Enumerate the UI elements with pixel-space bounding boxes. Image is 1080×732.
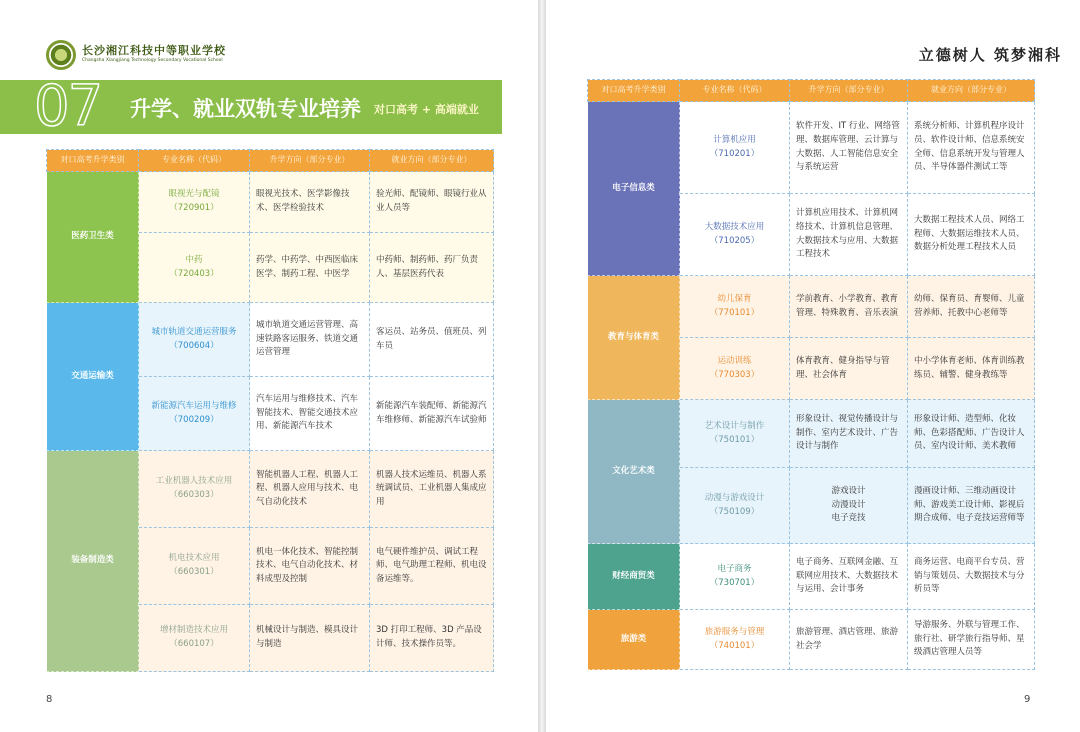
major-name: 电子商务 bbox=[717, 563, 752, 574]
left-major-table bbox=[46, 149, 494, 672]
major-cell bbox=[680, 338, 790, 400]
table-row bbox=[47, 172, 494, 233]
major-code: （720901） bbox=[169, 203, 219, 213]
category-cell: 财经商贸类 bbox=[588, 544, 680, 610]
major-name: 动漫与游戏设计 bbox=[704, 492, 765, 503]
study-cell: 软件开发、IT 行业、网络管理、数据库管理、云计算与大数据、人工智能信息安全与系统运营 bbox=[790, 102, 908, 194]
header-category: 对口高考升学类别 bbox=[588, 80, 680, 102]
major-name: 幼儿保育 bbox=[717, 293, 752, 304]
major-name: 新能源汽车运用与维修 bbox=[151, 400, 237, 411]
study-cell: 药学、中药学、中西医临床医学、制药工程、中医学 bbox=[250, 233, 370, 303]
major-name: 增材制造技术应用 bbox=[159, 625, 228, 636]
major-cell bbox=[680, 194, 790, 276]
job-cell: 幼师、保育员、育婴师、儿童营养师、托教中心老师等 bbox=[908, 276, 1035, 338]
major-code: （730701） bbox=[709, 577, 760, 588]
major-cell bbox=[680, 468, 790, 544]
major-name: 大数据技术应用 bbox=[704, 221, 765, 232]
major-cell bbox=[139, 377, 250, 451]
section-banner bbox=[24, 74, 502, 139]
job-cell: 商务运营、电商平台专员、营销与策划员、大数据技术与分析员等 bbox=[908, 544, 1035, 610]
header-job: 就业方向（部分专业） bbox=[370, 150, 494, 172]
study-cell: 智能机器人工程、机器人工程、机器人应用与技术、电气自动化技术 bbox=[250, 451, 370, 528]
table-header-row bbox=[588, 80, 1035, 102]
major-name: 运动训练 bbox=[717, 355, 752, 366]
job-cell: 机器人技术运维员、机器人系统调试员、工业机器人集成应用 bbox=[370, 451, 494, 528]
study-cell: 旅游管理、酒店管理、旅游社会学 bbox=[790, 610, 908, 670]
study-cell: 机械设计与制造、模具设计与制造 bbox=[250, 605, 370, 672]
major-cell bbox=[139, 303, 250, 377]
page-number-left: 8 bbox=[46, 694, 53, 705]
study-cell: 电子商务、互联网金融、互联网应用技术、大数据技术与运用、会计事务 bbox=[790, 544, 908, 610]
major-cell bbox=[139, 451, 250, 528]
section-number: 07 bbox=[34, 74, 102, 139]
category-cell: 教育与体育类 bbox=[588, 276, 680, 400]
header-major: 专业名称（代码） bbox=[680, 80, 790, 102]
major-code: （740101） bbox=[709, 640, 760, 651]
major-code: （770303） bbox=[709, 369, 760, 380]
major-cell bbox=[680, 400, 790, 468]
major-name: 艺术设计与制作 bbox=[704, 420, 765, 431]
major-code: （750101） bbox=[709, 434, 760, 445]
table-row bbox=[47, 303, 494, 377]
study-cell: 学前教育、小学教育、教育管理、特殊教育、音乐表演 bbox=[790, 276, 908, 338]
job-cell: 中药师、制药师、药厂负责人、基层医药代表 bbox=[370, 233, 494, 303]
major-code: （660301） bbox=[169, 567, 219, 577]
study-cell: 眼视光技术、医学影像技术、医学检验技术 bbox=[250, 172, 370, 233]
job-cell: 3D 打印工程师、3D 产品设计师、技术操作员等。 bbox=[370, 605, 494, 672]
header-job: 就业方向（部分专业） bbox=[908, 80, 1035, 102]
major-cell bbox=[680, 102, 790, 194]
major-code: （720403） bbox=[169, 268, 219, 279]
table-row bbox=[588, 400, 1035, 468]
job-cell: 验光师、配镜师、眼镜行业从业人员等 bbox=[370, 172, 494, 233]
job-cell: 中小学体育老师、体育训练教练员、辅警、健身教练等 bbox=[908, 338, 1035, 400]
category-cell: 交通运输类 bbox=[47, 303, 139, 451]
table-row bbox=[588, 102, 1035, 194]
major-cell bbox=[680, 276, 790, 338]
major-name: 中药 bbox=[185, 254, 203, 265]
major-code: （660107） bbox=[169, 639, 219, 649]
major-code: （700209） bbox=[169, 414, 219, 425]
page-number-right: 9 bbox=[1024, 694, 1031, 705]
major-cell bbox=[680, 610, 790, 670]
job-cell: 形象设计师、造型师、化妆师、色彩搭配师、广告设计人员、室内设计师、美术教师 bbox=[908, 400, 1035, 468]
major-name: 眼视光与配镜 bbox=[168, 189, 220, 200]
study-cell: 体育教育、健身指导与管理、社会体育 bbox=[790, 338, 908, 400]
job-cell: 系统分析师、计算机程序设计员、软件设计师、信息系统安全师、信息系统开发与管理人员、半导体器件测试工等 bbox=[908, 102, 1035, 194]
major-code: （710205） bbox=[709, 235, 760, 246]
study-cell: 机电一体化技术、智能控制技术、电气自动化技术、材料成型及控制 bbox=[250, 528, 370, 605]
major-cell bbox=[680, 544, 790, 610]
table-row bbox=[47, 451, 494, 528]
category-cell: 文化艺术类 bbox=[588, 400, 680, 544]
major-code: （700604） bbox=[169, 340, 219, 351]
job-cell: 客运员、站务员、值班员、列车员 bbox=[370, 303, 494, 377]
header-major: 专业名称（代码） bbox=[139, 150, 250, 172]
major-name: 旅游服务与管理 bbox=[704, 626, 765, 637]
major-cell bbox=[139, 528, 250, 605]
major-name: 城市轨道交通运营服务 bbox=[151, 326, 237, 337]
school-slogan: 立德树人 筑梦湘科 bbox=[918, 46, 1062, 64]
header-study: 升学方向（部分专业） bbox=[790, 80, 908, 102]
category-cell: 医药卫生类 bbox=[47, 172, 139, 303]
category-cell: 装备制造类 bbox=[47, 451, 139, 672]
study-cell: 城市轨道交通运营管理、高速铁路客运服务、铁道交通运营管理 bbox=[250, 303, 370, 377]
table-header-row bbox=[47, 150, 494, 172]
major-name: 工业机器人技术应用 bbox=[155, 476, 233, 487]
section-subtitle: 对口高考 + 高端就业 bbox=[374, 103, 479, 116]
job-cell: 大数据工程技术人员、网络工程师、大数据运维技术人员、数据分析处理工程技术人员 bbox=[908, 194, 1035, 276]
major-code: （660303） bbox=[169, 490, 219, 500]
header-study: 升学方向（部分专业） bbox=[250, 150, 370, 172]
study-cell: 游戏设计 动漫设计 电子竞技 bbox=[790, 468, 908, 544]
major-cell bbox=[139, 605, 250, 672]
job-cell: 电气硬件维护员、调试工程师、电气助理工程师、机电设备运维等。 bbox=[370, 528, 494, 605]
major-code: （770101） bbox=[709, 307, 760, 318]
table-row bbox=[588, 544, 1035, 610]
major-cell bbox=[139, 172, 250, 233]
job-cell: 新能源汽车装配师、新能源汽车维修师、新能源汽车试验师 bbox=[370, 377, 494, 451]
table-row bbox=[588, 276, 1035, 338]
study-cell: 汽车运用与维修技术、汽车智能技术、智能交通技术应用、新能源汽车技术 bbox=[250, 377, 370, 451]
job-cell: 漫画设计师、三维动画设计师、游戏美工设计师、影视后期合成师、电子竞技运营师等 bbox=[908, 468, 1035, 544]
category-cell: 电子信息类 bbox=[588, 102, 680, 276]
right-major-table bbox=[587, 79, 1035, 670]
school-name-en: Changsha Xiangjiang Technology Secondary Vocational School bbox=[82, 58, 223, 63]
header-category: 对口高考升学类别 bbox=[47, 150, 139, 172]
major-code: （750109） bbox=[709, 506, 760, 517]
major-name: 计算机应用 bbox=[713, 134, 756, 145]
section-title: 升学、就业双轨专业培养 bbox=[130, 97, 361, 121]
school-logo-icon bbox=[46, 40, 76, 70]
major-cell bbox=[139, 233, 250, 303]
study-cell: 计算机应用技术、计算机网络技术、计算机信息管理、大数据技术与应用、大数据工程技术 bbox=[790, 194, 908, 276]
major-name: 机电技术应用 bbox=[168, 553, 220, 564]
job-cell: 导游服务、外联与管理工作、旅行社、研学旅行指导师、星级酒店管理人员等 bbox=[908, 610, 1035, 670]
major-code: （710201） bbox=[709, 148, 760, 159]
study-cell: 形象设计、视觉传播设计与制作、室内艺术设计、广告设计与制作 bbox=[790, 400, 908, 468]
table-row bbox=[588, 610, 1035, 670]
book-gutter bbox=[538, 0, 546, 732]
school-name-cn: 长沙湘江科技中等职业学校 bbox=[82, 44, 226, 57]
category-cell: 旅游类 bbox=[588, 610, 680, 670]
